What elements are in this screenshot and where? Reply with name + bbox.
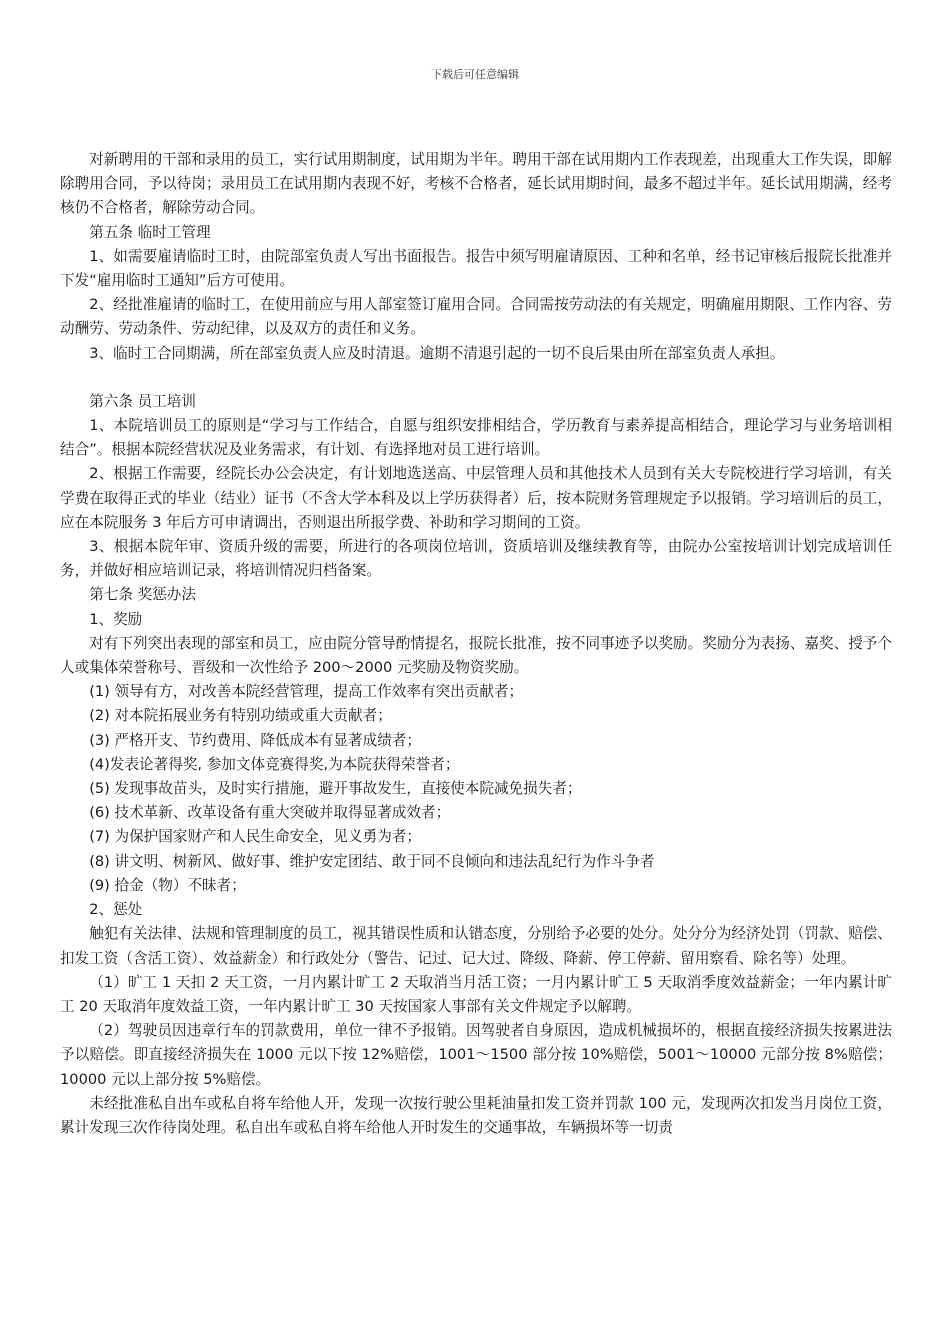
list-item-reward-2: (2) 对本院拓展业务有特别功绩或重大贡献者；	[89, 707, 392, 725]
list-item-reward-3: (3) 严格开支、节约费用、降低成本有显著成绩者；	[89, 731, 421, 749]
paragraph-training-1: 1、本院培训员工的原则是“学习与工作结合，自愿与组织安排相结合，学历教育与素养提高相结合，理论学习与业务培训相结合”。根据本院经营状况及业务需求，有计划、有选择地对员工进行培训。	[60, 417, 892, 459]
section-heading-temp-workers: 第五条 临时工管理	[89, 223, 211, 241]
paragraph-training-2: 2、根据工作需要，经院长办公会决定，有计划地选送高、中层管理人员和其他技术人员到有关大专院校进行学习培训，有关学费在取得正式的毕业（结业）证书（不含大学本科及以上学历获得者）后，按本院财务管理规定予以报销。学习培训后的员工，应在本院服务 3 年后方可申请调出，否则退出所报学费、补助和学习期间的工资。	[60, 465, 892, 531]
paragraph-rewards-intro: 对有下列突出表现的部室和员工，应由院分管导酌情提名，报院长批准，按不同事迹予以奖励。奖励分为表扬、嘉奖、授予个人或集体荣誉称号、晋级和一次性给予 200～2000 元奖励及物资奖励。	[60, 634, 892, 677]
paragraph-temp-1: 1、如需要雇请临时工时，由院部室负责人写出书面报告。报告中须写明雇请原因、工种和名单，经书记审核后报院长批准并下发“雇用临时工通知”后方可使用。	[60, 247, 892, 290]
paragraph-temp-2: 2、经批准雇请的临时工，在使用前应与用人部室签订雇用合同。合同需按劳动法的有关规定，明确雇用期限、工作内容、劳动酬劳、劳动条件、劳动纪律，以及双方的责任和义务。	[60, 296, 892, 338]
list-item-reward-4: (4)发表论著得奖, 参加文体竞赛得奖,为本院获得荣誉者；	[89, 755, 460, 773]
paragraph-penalty-absence: （1）旷工 1 天扣 2 天工资，一月内累计旷工 2 天取消当月活工资；一月内累计旷工 5 天取消季度效益薪金；一年内累计旷工 20 天取消年度效益工资，一年内累计旷工 30 天按国家人事部有关文件规定予以解聘。	[60, 973, 892, 1015]
paragraph-penalty-driving: （2）驾驶员因违章行车的罚款费用，单位一律不予报销。因驾驶者自身原因，造成机械损坏的，根据直接经济损失按累进法予以赔偿。即直接经济损失在 1000 元以下按 12%赔偿，1001～1500 部分按 10%赔偿，5001～10000 元部分按 8%赔偿；10000 元以上部分按 5%赔偿。	[60, 1022, 892, 1088]
list-item-reward-1: (1) 领导有方，对改善本院经营管理，提高工作效率有突出贡献者；	[89, 683, 524, 701]
paragraph-probation: 对新聘用的干部和录用的员工，实行试用期制度，试用期为半年。聘用干部在试用期内工作表现差，出现重大工作失误，即解除聘用合同，予以待岗；录用员工在试用期内表现不好，考核不合格者，延长试用期时间，最多不超过半年。延长试用期满，经考核仍不合格者，解除劳动合同。	[60, 151, 892, 217]
document-body	[60, 148, 892, 1140]
paragraph-penalty-vehicle: 未经批准私自出车或私自将车给他人开，发现一次按行驶公里耗油量扣发工资并罚款 100 元，发现两次扣发当月岗位工资，累计发现三次作待岗处理。私自出车或私自将车给他人开时发生的交通事故，车辆损坏等一切责	[60, 1094, 892, 1136]
list-item-reward-5: (5) 发现事故苗头，及时实行措施，避开事故发生，直接使本院减免损失者；	[89, 780, 582, 798]
blank-line	[60, 366, 892, 390]
list-item-reward-7: (7) 为保护国家财产和人民生命安全，见义勇为者；	[89, 828, 421, 846]
paragraph-training-3: 3、根据本院年审、资质升级的需要，所进行的各项岗位培训，资质培训及继续教育等，由院办公室按培训计划完成培训任务，并做好相应培训记录，将培训情况归档备案。	[60, 538, 892, 580]
section-heading-rewards: 第七条 奖惩办法	[89, 586, 196, 604]
subheading-rewards: 1、奖励	[89, 610, 143, 628]
list-item-reward-6: (6) 技术革新、改革设备有重大突破并取得显著成效者；	[89, 804, 451, 822]
section-heading-training: 第六条 员工培训	[89, 392, 196, 410]
paragraph-temp-3: 3、临时工合同期满，所在部室负责人应及时清退。逾期不清退引起的一切不良后果由所在部室负责人承担。	[89, 344, 785, 362]
page-header: 下载后可任意编辑	[431, 68, 519, 81]
list-item-reward-8: (8) 讲文明、树新风、做好事、维护安定团结、敢于同不良倾向和违法乱纪行为作斗争者	[89, 852, 655, 870]
list-item-reward-9: (9) 拾金（物）不昧者；	[89, 876, 246, 894]
subheading-penalties: 2、惩处	[89, 901, 143, 919]
paragraph-penalties-intro: 触犯有关法律、法规和管理制度的员工，视其错误性质和认错态度，分别给予必要的处分。处分分为经济处罚（罚款、赔偿、扣发工资（含活工资）、效益薪金）和行政处分（警告、记过、记大过、降级、降薪、停工停薪、留用察看、除名等）处理。	[60, 925, 892, 967]
